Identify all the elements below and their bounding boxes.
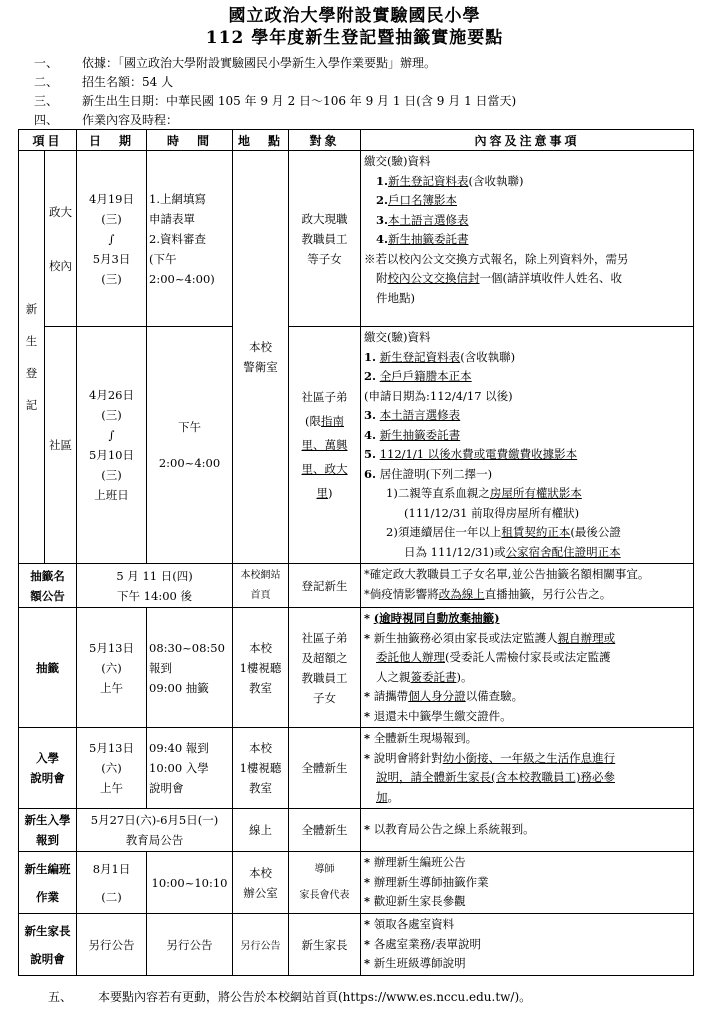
class-assign-label: 新生編班 作業 <box>19 852 77 914</box>
header-target: 對象 <box>289 130 361 151</box>
intro-item: 一、 依據：「國立政治大學附設實驗國民小學新生入學作業要點」辦理。 <box>34 56 437 70</box>
header-place: 地 點 <box>233 130 289 151</box>
orientation-time: 09:40 報到 10:00 入學 說明會 <box>147 728 233 809</box>
orientation-place: 本校 1樓視聽 教室 <box>233 728 289 809</box>
community-content: 繳交(驗)資料 1. 新生登記資料表(含收執聯) 2. 全戶戶籍謄本正本 (申請日期為:112/4/17 以後) 3. 本土語言選修表 4. 新生抽籤委託書 5. 112/1/1 以後水費或電費繳費收據影本 6. 居住證明(下列二擇一) 1)二親等直系血親之房屋所有權狀影本 (111/12/31 前取得房屋所有權狀) 2)須連續居住一年以上租賃契約正本(最後公證 日為 111/12/31)或公家宿舍配住證明正本 <box>361 327 694 564</box>
header-content: 內容及注意事項 <box>361 130 694 151</box>
intro-item: 四、 作業內容及時程： <box>34 113 179 127</box>
campus-time: 1.上網填寫 申請表單 2.資料審查 (下午 2:00~4:00) <box>147 151 233 327</box>
report-label: 新生入學 報到 <box>19 809 77 852</box>
announce-date: 5 月 11 日(四) 下午 14:00 後 <box>77 564 233 608</box>
class-assign-target: 導師 家長會代表 <box>289 852 361 914</box>
parents-place: 另行公告 <box>233 914 289 976</box>
table-row <box>19 608 694 728</box>
campus-target: 政大現職 教職員工 等子女 <box>289 151 361 327</box>
class-assign-time: 10:00~10:10 <box>147 852 233 914</box>
report-place: 線上 <box>233 809 289 852</box>
table-row <box>19 327 694 564</box>
parents-time: 另行公告 <box>147 914 233 976</box>
announce-place: 本校網站 首頁 <box>233 564 289 608</box>
class-assign-place: 本校 辦公室 <box>233 852 289 914</box>
document-title-school: 國立政治大學附設實驗國民小學 <box>228 6 481 26</box>
orientation-target: 全體新生 <box>289 728 361 809</box>
registration-label: 新 生 登 記 <box>19 151 45 564</box>
intro-item: 三、 新生出生日期：中華民國 105 年 9 月 2 日～106 年 9 月 1 日(含 9 月 1 日當天) <box>34 94 517 108</box>
draw-label: 抽籤 <box>19 608 77 728</box>
table-row <box>19 151 694 327</box>
report-date: 5月27日(六)-6月5日(一) 教育局公告 <box>77 809 233 852</box>
community-target: 社區子弟 (限指南 里、萬興 里、政大 里) <box>289 327 361 564</box>
header-time: 時 間 <box>147 130 233 151</box>
announce-label: 抽籤名 額公告 <box>19 564 77 608</box>
document-title-plan: 112 學年度新生登記暨抽籤實施要點 <box>205 28 504 48</box>
draw-date: 5月13日 (六) 上午 <box>77 608 147 728</box>
draw-place: 本校 1樓視聽 教室 <box>233 608 289 728</box>
intro-item: 二、 招生名額：54 人 <box>34 75 174 89</box>
announce-content: *確定政大教職員工子女名單,並公告抽籤名額相關事宜。 *倘疫情影響將改為線上直播抽籤，另行公告之。 <box>361 564 694 608</box>
table-row <box>19 914 694 976</box>
class-assign-date: 8月1日 (二) <box>77 852 147 914</box>
draw-target: 社區子弟 及超額之 教職員工 子女 <box>289 608 361 728</box>
community-sub-label: 社區 <box>45 327 77 564</box>
community-time: 下午 2:00~4:00 <box>147 327 233 564</box>
announce-target: 登記新生 <box>289 564 361 608</box>
footer-note: 五、 本要點內容若有更動，將公告於本校網站首頁(https://www.es.nccu.edu.tw/)。 <box>48 990 532 1004</box>
parents-label: 新生家長 說明會 <box>19 914 77 976</box>
report-target: 全體新生 <box>289 809 361 852</box>
parents-target: 新生家長 <box>289 914 361 976</box>
table-row <box>19 728 694 809</box>
orientation-label: 入學 說明會 <box>19 728 77 809</box>
class-assign-content: * 辦理新生編班公告 * 辦理新生導師抽籤作業 * 歡迎新生家長參觀 <box>361 852 694 914</box>
parents-content: * 領取各處室資料 * 各處室業務/表單說明 * 新生班級導師說明 <box>361 914 694 976</box>
header-date: 日 期 <box>77 130 147 151</box>
orientation-content: * 全體新生現場報到。 * 說明會將針對幼小銜接、一年級之生活作息進行 說明，請全體新生家長(含本校教職員工)務必參 加。 <box>361 728 694 809</box>
draw-time: 08:30~08:50 報到 09:00 抽籤 <box>147 608 233 728</box>
table-row <box>19 852 694 914</box>
community-date: 4月26日 (三) ∫ 5月10日 (三) 上班日 <box>77 327 147 564</box>
campus-content: 繳交(驗)資料 1.新生登記資料表(含收執聯) 2.戶口名簿影本 3.本土語言選修表 4.新生抽籤委託書 ※若以校內公文交換方式報名，除上列資料外，需另 附校內公文交換信封一個(請詳填收件人姓名、收 件地點) <box>361 151 694 327</box>
registration-place: 本校 警衛室 <box>233 151 289 564</box>
report-content: * 以教育局公告之線上系統報到。 <box>361 809 694 852</box>
header-item: 項目 <box>19 130 77 151</box>
schedule-table <box>18 129 694 976</box>
table-header-row <box>19 130 694 151</box>
table-row <box>19 564 694 608</box>
campus-date: 4月19日 (三) ∫ 5月3日 (三) <box>77 151 147 327</box>
campus-sub-label: 政大 校內 <box>45 151 77 327</box>
orientation-date: 5月13日 (六) 上午 <box>77 728 147 809</box>
parents-date: 另行公告 <box>77 914 147 976</box>
table-row <box>19 809 694 852</box>
draw-content: * (逾時視同自動放棄抽籤) * 新生抽籤務必須由家長或法定監護人親自辦理或 委託他人辦理(受委託人需檢付家長或法定監護 人之親簽委託書)。 * 請攜帶個人身分證以備查驗。 * 退還未中籤學生繳交證件。 <box>361 608 694 728</box>
intro-section <box>34 54 694 130</box>
